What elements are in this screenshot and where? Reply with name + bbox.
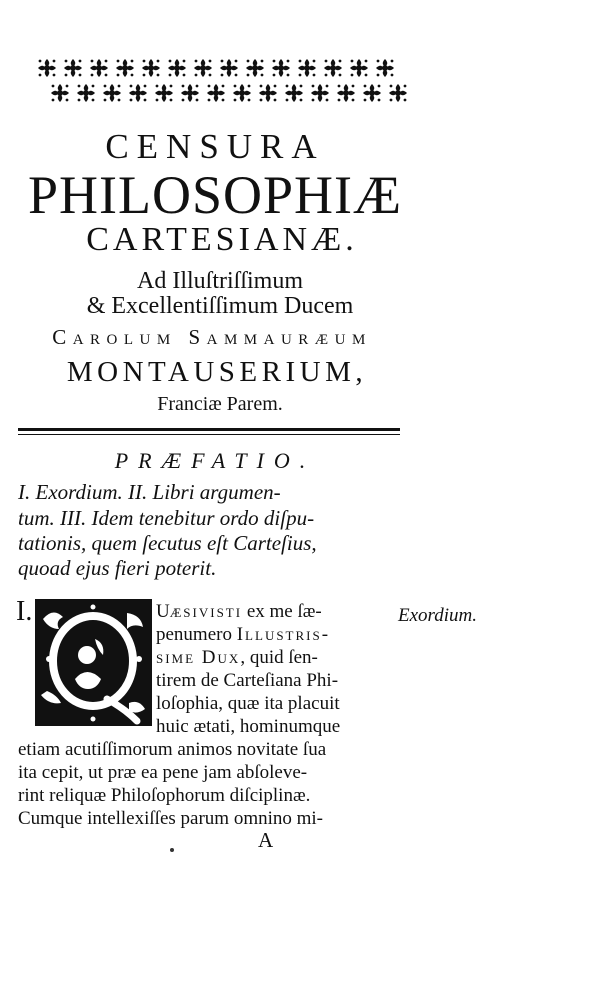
text-line-2-pre: penumero (156, 624, 237, 645)
argument-line-1: I. Exordium. II. Libri argumen- (18, 480, 281, 504)
fleuron-ornament (220, 59, 238, 77)
dedication-line-2: & Excellentiſſimum Ducem (86, 293, 354, 319)
title-line-cartesianae: CARTESIANÆ. (86, 221, 358, 258)
text-line-9: rint reliquæ Philoſophorum diſciplinæ. (18, 785, 311, 806)
dedication-line-3: Carolum Sammauræum (52, 325, 372, 349)
text-line-4: tirem de Carteſiana Phi- (156, 670, 339, 691)
printer-dot (170, 848, 174, 852)
fleuron-ornament (363, 84, 381, 102)
text-line-3 (156, 647, 318, 669)
fleuron-ornament (116, 59, 134, 77)
praefatio-heading: PRÆFATIO. (114, 448, 316, 473)
argument-line-2: tum. III. Idem tenebitur ordo diſpu- (18, 506, 315, 530)
fleuron-ornament (207, 84, 225, 102)
title-line-censura: CENSURA (105, 127, 325, 166)
fleuron-ornament (233, 84, 251, 102)
thick-rule (18, 428, 400, 431)
fleuron-ornament (285, 84, 303, 102)
signature-mark: A (258, 828, 274, 852)
fleuron-ornament (376, 59, 394, 77)
argument-line-4: quoad ejus fieri poterit. (18, 556, 217, 580)
fleuron-ornament (129, 84, 147, 102)
fleuron-ornament (350, 59, 368, 77)
decorated-initial-q (35, 599, 152, 726)
title-line-philosophiae: PHILOSOPHIÆ (27, 165, 403, 225)
text-line-8: ita cepit, ut præ ea pene jam abſoleve- (18, 762, 308, 783)
fleuron-ornament (246, 59, 264, 77)
fleuron-ornament (181, 84, 199, 102)
dedication-line-5: Franciæ Parem. (157, 393, 283, 415)
dedication-line-4: MONTAUSERIUM, (66, 356, 368, 388)
fleuron-ornament (298, 59, 316, 77)
fleuron-ornament (311, 84, 329, 102)
text-line-6: huic ætati, hominumque (156, 716, 341, 737)
ornamental-header-band (35, 55, 410, 107)
text-line-1 (156, 601, 322, 623)
dedication-line-1: Ad Illuſtriſſimum (137, 268, 303, 294)
argument-line-3: tationis, quem ſecutus eſt Carteſius, (18, 531, 317, 555)
fleuron-ornament (272, 59, 290, 77)
text-line-1-smallcaps: æsivisti (169, 601, 243, 622)
text-line-1-post: ex me ſæ- (242, 601, 322, 622)
fleuron-ornament (259, 84, 277, 102)
text-line-3-smallcaps: sime Dux (156, 647, 241, 668)
fleuron-ornament (90, 59, 108, 77)
text-line-2-smallcaps: Illustris- (236, 624, 331, 645)
fleuron-ornament (77, 84, 95, 102)
fleuron-ornament (38, 59, 56, 77)
fleuron-ornament (168, 59, 186, 77)
text-line-7: etiam acutiſſimorum animos novitate ſua (18, 739, 327, 760)
fleuron-ornament (142, 59, 160, 77)
text-line-3-post: , quid ſen- (240, 647, 318, 668)
text-line-2 (156, 624, 330, 646)
margin-note-exordium: Exordium. (398, 605, 477, 626)
text-line-1-pre: U (156, 601, 170, 622)
fleuron-ornament (103, 84, 121, 102)
thin-rule (18, 434, 400, 435)
fleuron-ornament (194, 59, 212, 77)
fleuron-ornament (324, 59, 342, 77)
text-line-5: loſophia, quæ ita placuit (156, 693, 340, 714)
fleuron-ornament (155, 84, 173, 102)
text-line-10: Cumque intellexiſſes parum omnino mi- (18, 808, 324, 829)
fleuron-ornament (337, 84, 355, 102)
fleuron-ornament (51, 84, 69, 102)
fleuron-ornament (389, 84, 407, 102)
section-number: I. (16, 596, 33, 627)
fleuron-ornament (64, 59, 82, 77)
